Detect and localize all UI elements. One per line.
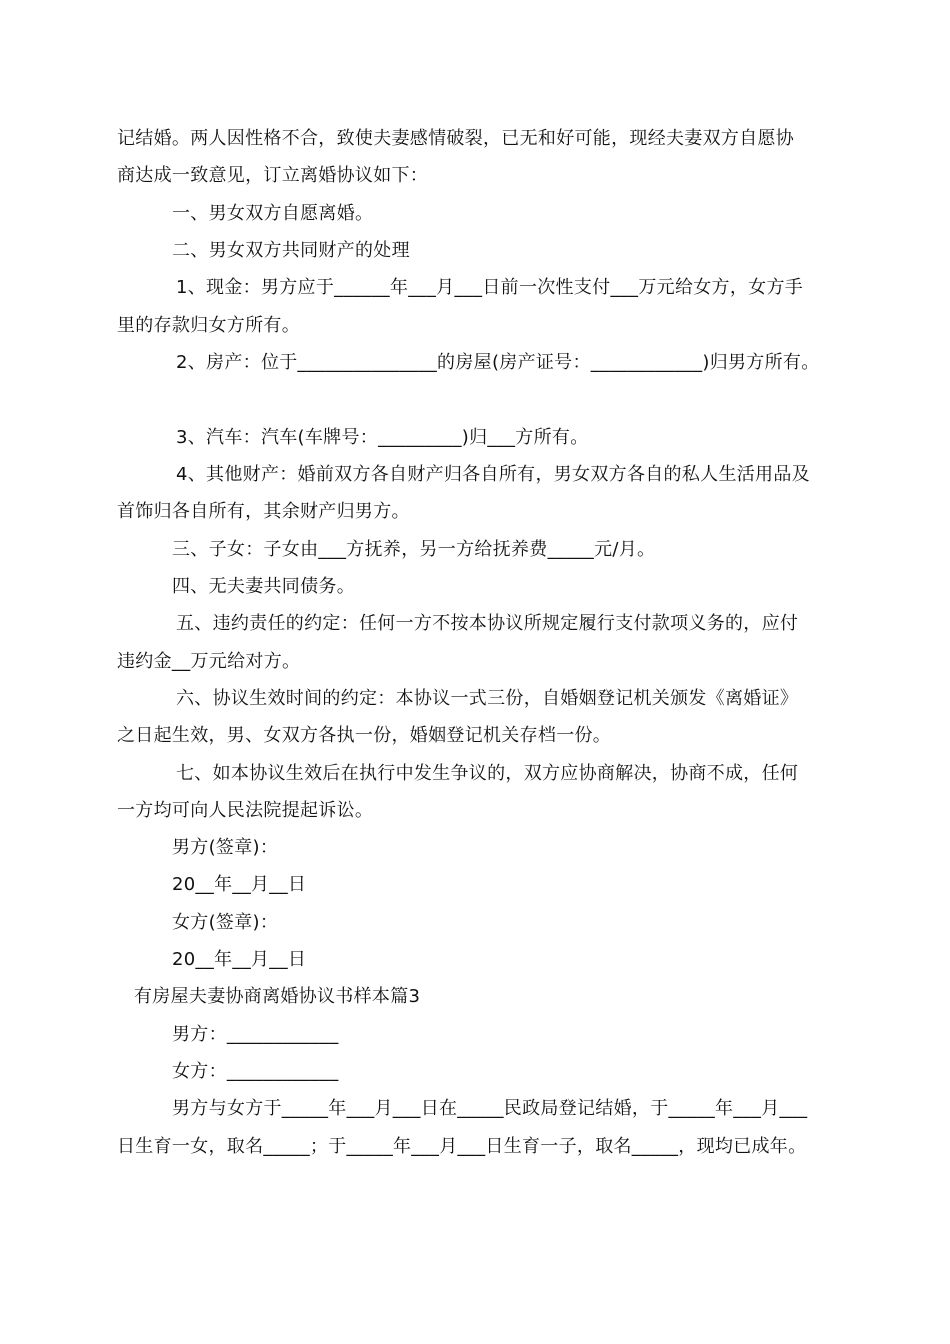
- clause-3-children: 三、子女：子女由___方抚养，另一方给抚养费_____元/月。: [172, 539, 656, 560]
- paragraph-line: 之日起生效，男、女双方各执一份，婚姻登记机关存档一份。: [117, 725, 612, 746]
- wife-name-field: 女方：____________: [172, 1061, 339, 1082]
- paragraph-line: 记结婚。两人因性格不合，致使夫妻感情破裂，已无和好可能，现经夫妻双方自愿协: [117, 128, 795, 149]
- item-car: 3、汽车：汽车(车牌号：_________)归___方所有。: [176, 427, 589, 448]
- item-cash: 1、现金：男方应于______年___月___日前一次性支付___万元给女方，女方手: [176, 277, 804, 298]
- paragraph-line: 违约金__万元给对方。: [117, 651, 301, 672]
- paragraph-line: 一方均可向人民法院提起诉讼。: [117, 800, 374, 821]
- paragraph-line: 商达成一致意见，订立离婚协议如下：: [117, 165, 429, 186]
- clause-2-heading: 二、男女双方共同财产的处理: [172, 240, 410, 261]
- paragraph-line: 首饰归各自所有，其余财产归男方。: [117, 501, 410, 522]
- children-info-line: 日生育一女，取名_____；于_____年___月___日生育一子，取名_____，现均已成年。: [117, 1136, 807, 1157]
- item-other-property: 4、其他财产：婚前双方各自财产归各自所有，男女双方各自的私人生活用品及: [176, 464, 810, 485]
- clause-7-dispute: 七、如本协议生效后在执行中发生争议的，双方应协商解决，协商不成，任何: [176, 763, 799, 784]
- clause-4-debts: 四、无夫妻共同债务。: [172, 576, 355, 597]
- clause-1: 一、男女双方自愿离婚。: [172, 203, 374, 224]
- clause-6-effective: 六、协议生效时间的约定：本协议一式三份，自婚姻登记机关颁发《离婚证》: [176, 688, 799, 709]
- item-property: 2、房产：位于_______________的房屋(房产证号：____________)归男方所有。: [176, 352, 820, 373]
- section-title: 有房屋夫妻协商离婚协议书样本篇3: [134, 986, 421, 1007]
- wife-signature-date: 20__年__月__日: [172, 949, 307, 970]
- marriage-info-line: 男方与女方于_____年___月___日在_____民政局登记结婚，于_____年___月___: [172, 1098, 808, 1119]
- paragraph-line: 里的存款归女方所有。: [117, 315, 300, 336]
- husband-signature-date: 20__年__月__日: [172, 874, 307, 895]
- husband-name-field: 男方：____________: [172, 1024, 339, 1045]
- clause-5-liability: 五、违约责任的约定：任何一方不按本协议所规定履行支付款项义务的，应付: [176, 613, 799, 634]
- husband-signature-label: 男方(签章)：: [172, 837, 279, 858]
- wife-signature-label: 女方(签章)：: [172, 912, 279, 933]
